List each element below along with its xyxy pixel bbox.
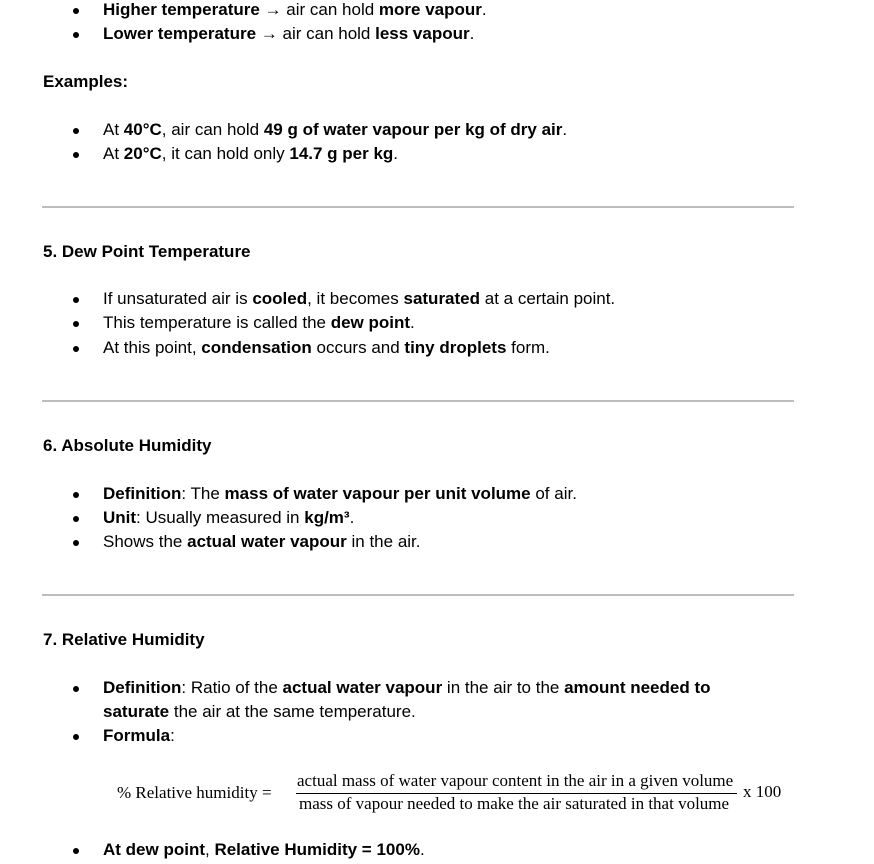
bullet [73,128,79,134]
bullet [73,321,79,327]
examples-heading: Examples: [43,72,129,91]
list-item: At this point, condensation occurs and tiny droplets form. [103,338,550,357]
formula-lhs: % Relative humidity = [117,783,272,802]
formula-numerator: actual mass of water vapour content in the air in a given volume [297,771,734,790]
list-item: Higher temperature → air can hold more vapour. [103,0,487,19]
bullet [73,297,79,303]
horizontal-divider [42,400,794,402]
formula-denominator: mass of vapour needed to make the air saturated in that volume [299,794,730,813]
bullet [73,346,79,352]
list-item: Lower temperature → air can hold less vapour. [103,24,475,43]
bullet [73,686,79,692]
bullet [73,540,79,546]
list-item: At dew point, Relative Humidity = 100%. [103,840,425,859]
bullet [73,492,79,498]
list-item: If unsaturated air is cooled, it becomes saturated at a certain point. [103,289,616,308]
formula-multiplier: x 100 [743,782,782,801]
section-heading-relative-humidity: 7. Relative Humidity [43,630,205,649]
horizontal-divider [42,206,794,208]
section-heading-absolute-humidity: 6. Absolute Humidity [43,436,212,455]
list-item: Definition: Ratio of the actual water vapour in the air to the amount needed to [103,678,711,697]
bullet [73,8,79,14]
list-item: Shows the actual water vapour in the air. [103,532,421,551]
list-item-continuation: saturate the air at the same temperature. [103,702,416,721]
section-heading-dew-point: 5. Dew Point Temperature [43,242,251,261]
list-item: At 40°C, air can hold 49 g of water vapour per kg of dry air. [103,120,568,139]
bullet [73,32,79,38]
horizontal-divider [42,594,794,596]
bullet [73,152,79,158]
list-item: Definition: The mass of water vapour per unit volume of air. [103,484,577,503]
list-item: This temperature is called the dew point. [103,313,415,332]
bullet [73,848,79,854]
list-item: Unit: Usually measured in kg/m³. [103,508,355,527]
list-item: Formula: [103,726,175,745]
list-item: At 20°C, it can hold only 14.7 g per kg. [103,144,399,163]
bullet [73,516,79,522]
bullet [73,734,79,740]
